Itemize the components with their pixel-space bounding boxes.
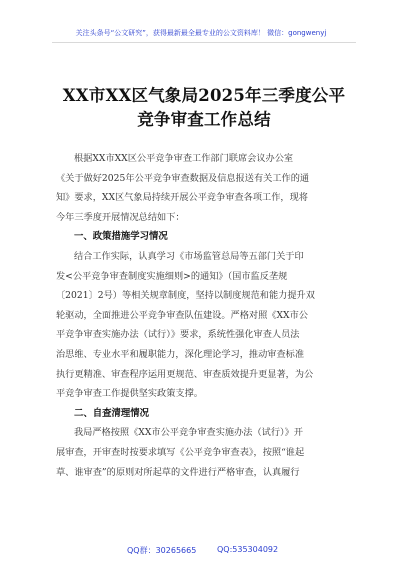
body-line: 发<公平竞争审查制度实施细则>的通知》（国市监反垄规 [56, 270, 288, 282]
body-line: 结合工作实际，认真学习《市场监管总局等五部门关于印 [74, 250, 304, 262]
body-line: 〔2021〕2号）等相关规章制度，坚持以制度规范和能力提升双 [56, 290, 315, 302]
body-line: 知》要求，XX区气象局持续开展公平竞争审查各项工作，现将 [56, 192, 308, 204]
promo-banner: 关注头条号“公文研究”，获得最新最全最专业的公文资料库！ 微信：gongwenyj [75, 29, 327, 37]
body-line: 平竞争审查实施办法（试行）》要求，系统性强化审查人员法 [56, 329, 300, 341]
body-line: 治思维、专业水平和履职能力，深化理论学习，推动审查标准 [56, 348, 305, 360]
body-line: 展审查，开审查时按要求填写《公平竞争审查表》，按照“谁起 [56, 446, 305, 458]
header-divider [52, 42, 356, 43]
footer-qq-contact: QQ:535304092 [217, 545, 279, 554]
body-line: 执行更精准、审查程序运用更规范、审查质效提升更显著，为公 [56, 368, 314, 380]
document-title-line-2: 竞争审查工作总结 [137, 110, 271, 129]
footer-qq-group: QQ群：30265665 [127, 546, 197, 555]
document-title-line-1: XX市XX区气象局2025年三季度公平 [62, 86, 346, 105]
document-body [56, 149, 352, 482]
body-line: 今年三季度开展情况总结如下： [56, 211, 185, 223]
body-line: 《关于做好2025年公平竞争审查数据及信息报送有关工作的通 [56, 172, 310, 184]
body-line: 平竞争审查工作提供坚实政策支撑。 [56, 388, 203, 400]
body-line: 根据XX市XX区公平竞争审查工作部门联席会议办公室 [74, 153, 294, 164]
body-line: 我局严格按照《XX市公平竞争审查实施办法（试行）》开 [74, 427, 303, 439]
body-line: 轮驱动，全面推进公平竞争审查队伍建设。严格对照《XX市公 [56, 309, 308, 321]
section-heading: 二、自查清理情况 [74, 407, 150, 419]
section-heading: 一、政策措施学习情况 [74, 231, 168, 243]
body-line: 草、谁审查”的原则对所起草的文件进行严格审查，认真履行 [56, 466, 300, 478]
